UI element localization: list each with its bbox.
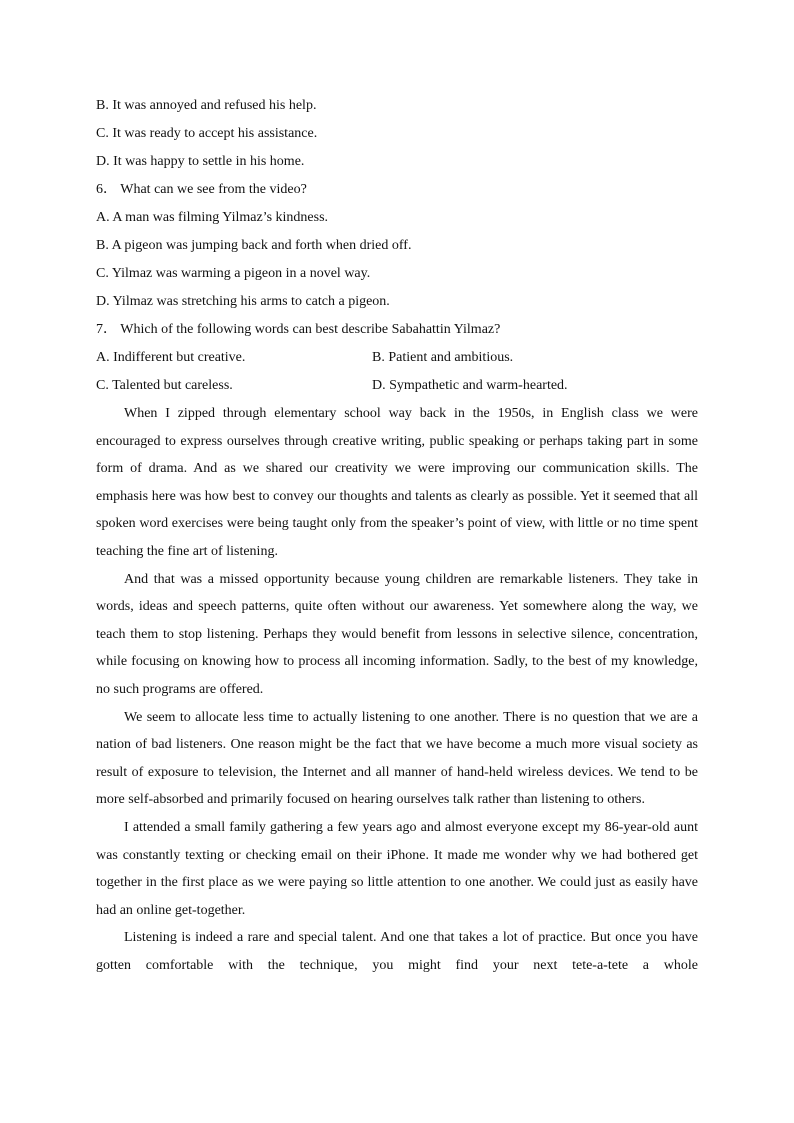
passage-paragraph-5: Listening is indeed a rare and special talent. And one that takes a lot of practice. But once you have gotten comfortable with the technique, you might find your next tete-a-tete a whole [96,930,698,973]
passage-paragraph-1: When I zipped through elementary school way back in the 1950s, in English class we were encouraged to express ourselves through creative writing, public speaking or perhaps taking part in some form of drama. And as we shared our creativity we were improving our communication skills. The emphasis here was how best to convey our thoughts and talents as clearly as possible. Yet it seemed that all spoken word exercises were being taught only from the speaker’s point of view, with little or no time spent teaching the fine art of listening. [96,406,698,559]
q7-options-row-1 [96,344,698,372]
q7-option-c: C. Talented but careless. [96,378,233,393]
q5-option-b: B. It was annoyed and refused his help. [96,98,317,113]
q6-option-c: C. Yilmaz was warming a pigeon in a novel way. [96,266,371,281]
q7-option-b: B. Patient and ambitious. [372,350,514,365]
q7-option-a: A. Indifferent but creative. [96,350,246,365]
passage-paragraph-2: And that was a missed opportunity because young children are remarkable listeners. They take in words, ideas and speech patterns, quite often without our awareness. Yet somewhere along the way, we teach them to stop listening. Perhaps they would benefit from lessons in selective silence, concentration, while focusing on knowing how to process all incoming information. Sadly, to the best of my knowledge, no such programs are offered. [96,571,698,697]
q6-option-a: A. A man was filming Yilmaz’s kindness. [96,210,329,225]
exam-page [96,92,698,979]
passage-paragraph-4: I attended a small family gathering a few years ago and almost everyone except my 86-year-old aunt was constantly texting or checking email on their iPhone. It made me wonder why we had bothered get together in the first place as we were paying so little attention to one another. We could just as easily have had an online get-together. [96,819,698,918]
q5-option-d: D. It was happy to settle in his home. [96,154,305,169]
passage-paragraph-3: We seem to allocate less time to actually listening to one another. There is no question that we are a nation of bad listeners. One reason might be the fact that we have become a much more visual society as result of exposure to television, the Internet and all manner of hand-held wireless devices. We tend to be more self-absorbed and primarily focused on hearing ourselves talk rather than listening to others. [96,709,698,808]
q6-stem: 6． What can we see from the video? [96,182,307,197]
q6-option-b: B. A pigeon was jumping back and forth when dried off. [96,238,412,253]
q7-option-d: D. Sympathetic and warm-hearted. [372,378,568,393]
q5-option-c: C. It was ready to accept his assistance. [96,126,318,141]
q7-stem: 7． Which of the following words can best describe Sabahattin Yilmaz? [96,322,501,337]
q7-options-row-2 [96,372,698,400]
q6-option-d: D. Yilmaz was stretching his arms to catch a pigeon. [96,294,390,309]
